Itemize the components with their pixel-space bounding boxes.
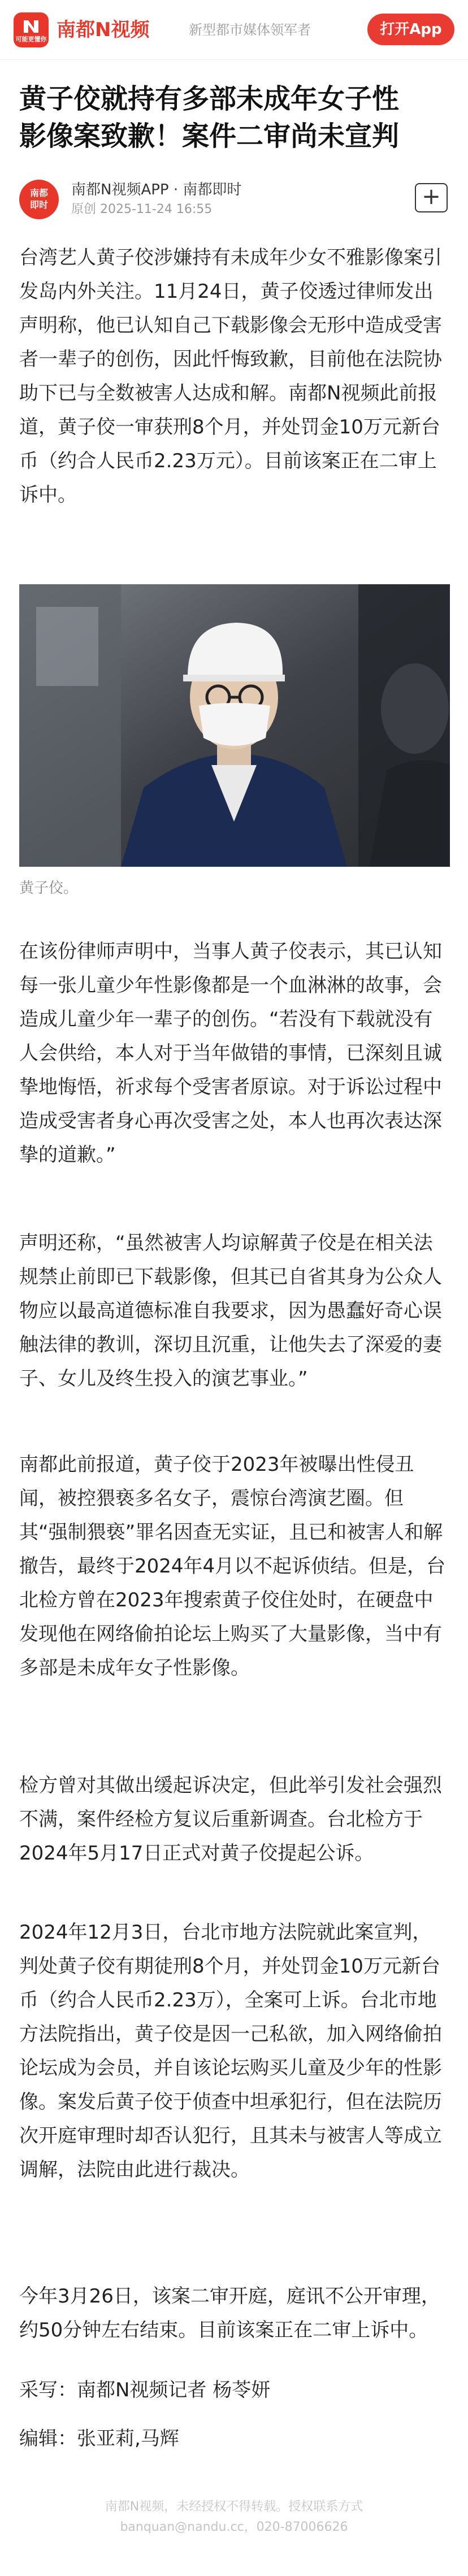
footer-copyright: 南都N视频，未经授权不得转载。授权联系方式 xyxy=(105,2500,363,2514)
avatar-text-1: 南都 xyxy=(29,188,48,198)
logo-mark xyxy=(21,17,41,36)
brand-slogan: 新型都市媒体领军者 xyxy=(189,22,311,38)
article-paragraph-1: 台湾艺人黄子佼涉嫌持有未成年少女不雅影像案引发岛内外关注。11月24日，黄子佼透过律师发出声明称，他已认知自己下载影像会无形中造成受害者一辈子的创伤，因此忏悔致歉，目前他在法院协助下已与全数被害人达成和解。南都N视频此前报道，黄子佼一审获刑8个月，并处罚金10万元新台币（约合人民币2.23万元）。目前该案正在二审上诉中。 xyxy=(19,246,442,506)
footer-contact: banquan@nandu.cc，020-87006626 xyxy=(120,2520,348,2534)
headline-line-2: 影像案致歉！案件二审尚未宣判 xyxy=(19,120,400,152)
follow-button[interactable]: + xyxy=(415,183,448,212)
article-paragraph-3: 声明还称，“虽然被害人均谅解黄子佼是在相关法规禁止前即已下载影像，但其已自省其身为公众人物应以最高道德标准自我要求，因为愚蠢好奇心误触法律的教训，深切且沉重，让他失去了深爱的妻子、女儿及终生投入的演艺事业。” xyxy=(19,1232,442,1390)
reporter-credit: 采写：南都N视频记者 杨苓妍 xyxy=(19,2379,271,2401)
app-logo-icon[interactable] xyxy=(14,12,49,47)
article-photo xyxy=(19,584,450,867)
photo-caption: 黄子佼。 xyxy=(19,880,79,897)
brand-name[interactable]: 南都N视频 xyxy=(57,19,150,41)
photo-image xyxy=(19,584,450,867)
author-name[interactable]: 南都N视频APP · 南都即时 xyxy=(71,181,242,198)
author-avatar[interactable] xyxy=(19,180,59,219)
top-bar xyxy=(0,0,468,60)
headline-line-1: 黄子佼就持有多部未成年女子性 xyxy=(19,83,400,115)
open-app-button[interactable]: 打开App xyxy=(367,14,454,45)
logo-text: 可能更懂你 xyxy=(15,36,47,43)
article-paragraph-6: 2024年12月3日，台北市地方法院就此案宣判，判处黄子佼有期徒刑8个月，并处罚金10万元新台币（约合人民币2.23万），全案可上诉。台北市地方法院指出，黄子佼是因一己私欲，加入网络偷拍论坛成为会员，并自该论坛购买儿童及少年的性影像。案发后黄子佼于侦查中坦承犯行，但在法院历次开庭审理时却否认犯行，且其未与被害人等成立调解，法院由此进行裁决。 xyxy=(19,1921,442,2181)
editor-credit: 编辑：张亚莉,马辉 xyxy=(19,2427,179,2450)
article-paragraph-5: 检方曾对其做出缓起诉决定，但此举引发社会强烈不满，案件经检方复议后重新调查。台北检方于2024年5月17日正式对黄子佼提起公诉。 xyxy=(19,1774,442,1865)
article-paragraph-2: 在该份律师声明中，当事人黄子佼表示，其已认知每一张儿童少年性影像都是一个血淋淋的故事，会造成儿童少年一辈子的创伤。“若没有下载就没有人会供给，本人对于当年做错的事情，已深刻且诚挚地悔悟，祈求每个受害者原谅。对于诉讼过程中造成受害者身心再次受害之处，本人也再次表达深挚的道歉。” xyxy=(19,940,442,1166)
publish-meta: 原创 2025-11-24 16:55 xyxy=(71,202,213,216)
article-headline xyxy=(19,80,450,155)
avatar-text-2: 即时 xyxy=(29,199,48,210)
article-paragraph-4: 南都此前报道，黄子佼于2023年被曝出性侵丑闻，被控猥亵多名女子，震惊台湾演艺圈。但其“强制猥亵”罪名因查无实证，且已和被害人和解撤告，最终于2024年4月以不起诉侦结。但是，台北检方曾在2023年搜索黄子佼住处时，在硬盘中发现他在网络偷拍论坛上购买了大量影像，当中有多部是未成年女子性影像。 xyxy=(19,1453,446,1679)
article-paragraph-7: 今年3月26日，该案二审开庭，庭讯不公开审理，约50分钟左右结束。目前该案正在二审上诉中。 xyxy=(19,2285,440,2342)
